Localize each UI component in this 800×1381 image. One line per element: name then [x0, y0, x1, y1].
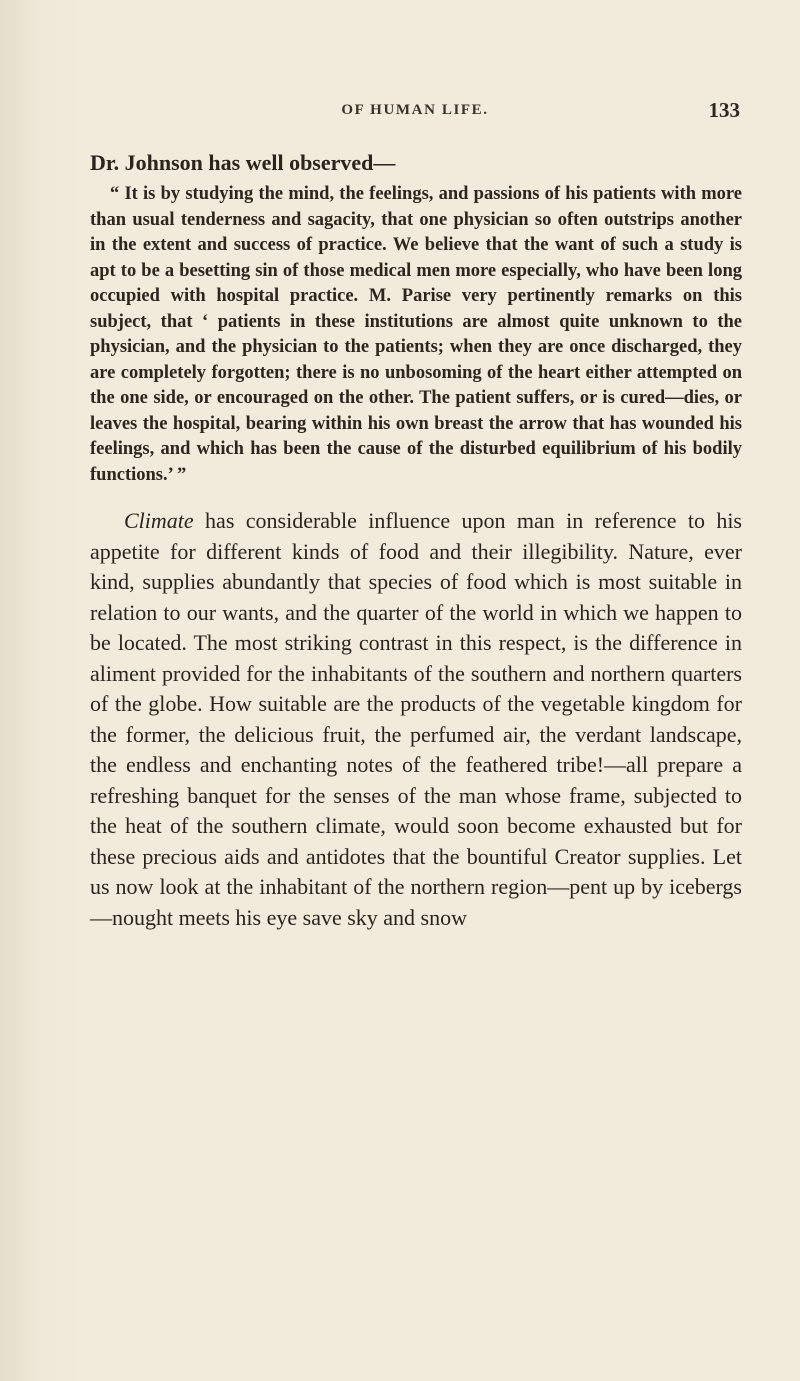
page-number: 133: [708, 98, 740, 122]
page-header: [90, 98, 740, 128]
climate-paragraph-text: has considerable influence upon man in reference to his appetite for different kinds of food and their illegibility. Nature, ever kind, supplies abundantly that species of food which is most suitable in relation to our wants, and the quarter of the world in which we happen to be located. The most striking contrast in this respect, is the difference in aliment provided for the inhabitants of the southern and northern quarters of the globe. How suitable are the products of the vegetable kingdom for the former, the delicious fruit, the perfumed air, the verdant landscape, the endless and enchanting notes of the feathered tribe!—all prepare a refreshing banquet for the senses of the man whose frame, subjected to the heat of the southern climate, would soon become exhausted but for these precious aids and antidotes that the bountiful Creator supplies. Let us now look at the inhabitant of the northern region—pent up by icebergs—nought meets his eye save sky and snow: [90, 508, 742, 930]
climate-paragraph: [90, 506, 742, 933]
lead-line: Dr. Johnson has well observed—: [90, 150, 396, 175]
block-quote: “ It is by studying the mind, the feelings, and passions of his patients with more than usual tenderness and sagacity, that one physician so often outstrips another in the extent and success of practice. We believe that the want of such a study is apt to be a besetting sin of those medical men more especially, who have been long occupied with hospital practice. M. Parise very pertinently remarks on this subject, that ‘ patients in these institutions are almost quite unknown to the physician, and the physician to the patients; when they are once discharged, they are completely forgotten; there is no unbosoming of the heart either attempted on the one side, or encouraged on the other. The patient suffers, or is cured—dies, or leaves the hospital, bearing within his own breast the arrow that has wounded his feelings, and which has been the cause of the disturbed equilibrium of his bodily functions.’ ”: [90, 184, 742, 485]
running-head: OF HUMAN LIFE.: [341, 102, 489, 118]
body-text: [90, 148, 742, 933]
climate-italic: Climate: [124, 508, 194, 533]
